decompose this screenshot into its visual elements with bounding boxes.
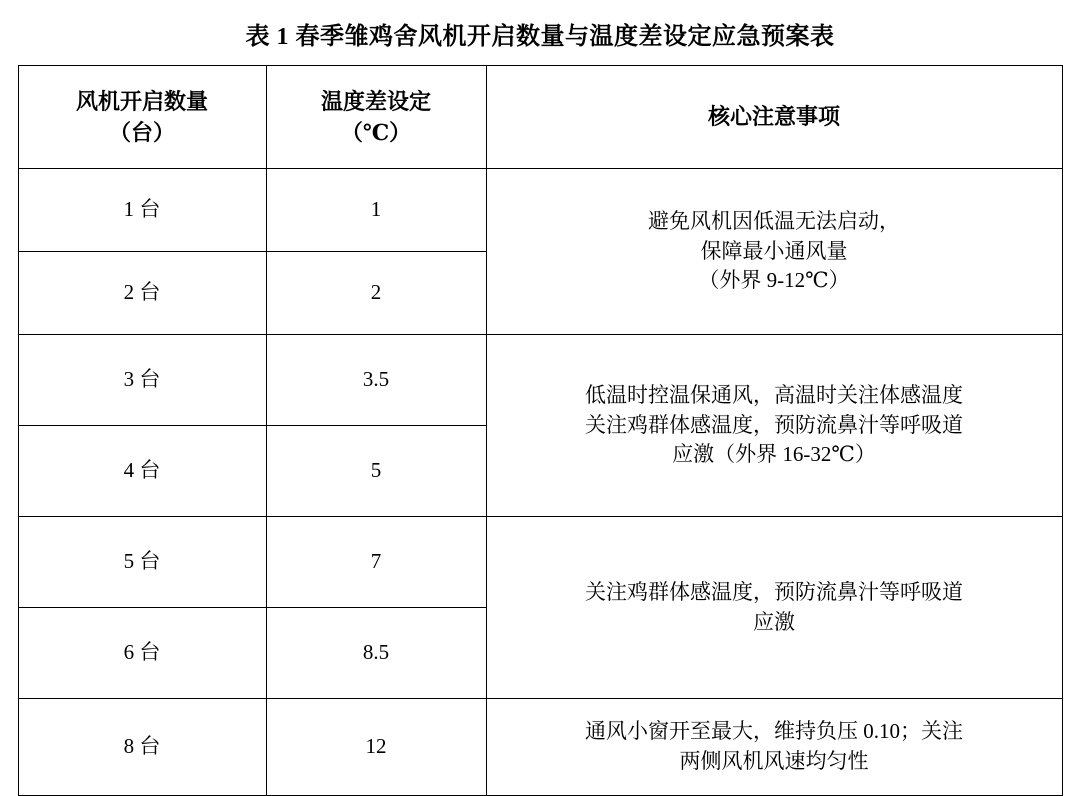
column-header-fans-line1: 风机开启数量 bbox=[75, 88, 208, 114]
table-row bbox=[18, 169, 1062, 252]
note-line: （外界 9-12℃） bbox=[698, 268, 850, 293]
cell-temp: 8.5 bbox=[266, 608, 486, 699]
cell-temp: 5 bbox=[266, 426, 486, 517]
page-title: 表 1 春季雏鸡舍风机开启数量与温度差设定应急预案表 bbox=[245, 24, 835, 50]
cell-fans: 8 台 bbox=[18, 699, 266, 796]
cell-fans: 2 台 bbox=[18, 252, 266, 335]
cell-fans: 3 台 bbox=[18, 335, 266, 426]
column-header-temp-line1: 温度差设定 bbox=[320, 88, 431, 114]
column-header-fans-line2: （台） bbox=[108, 120, 175, 145]
cell-fans: 4 台 bbox=[18, 426, 266, 517]
cell-fans: 5 台 bbox=[18, 517, 266, 608]
note-line: 避免风机因低温无法启动， bbox=[648, 208, 900, 233]
table-header-row bbox=[18, 66, 1062, 169]
cell-temp: 2 bbox=[266, 252, 486, 335]
note-line: 通风小窗开至最大，维持负压 0.10；关注 bbox=[585, 719, 963, 744]
cell-fans: 1 台 bbox=[18, 169, 266, 252]
note-line: 两侧风机风速均匀性 bbox=[679, 749, 869, 773]
table-row bbox=[18, 699, 1062, 796]
emergency-plan-table bbox=[18, 65, 1063, 796]
note-line: 关注鸡群体感温度，预防流鼻汁等呼吸道 bbox=[585, 412, 963, 437]
note-line: 低温时控温保通风，高温时关注体感温度 bbox=[585, 382, 963, 407]
cell-notes bbox=[486, 335, 1062, 517]
note-line: 保障最小通风量 bbox=[700, 238, 848, 263]
note-line: 应激 bbox=[753, 609, 795, 634]
column-header-temp-line2: （℃） bbox=[340, 120, 412, 145]
cell-temp: 7 bbox=[266, 517, 486, 608]
note-line: 关注鸡群体感温度，预防流鼻汁等呼吸道 bbox=[585, 579, 963, 604]
table-row bbox=[18, 335, 1062, 426]
cell-temp: 3.5 bbox=[266, 335, 486, 426]
cell-temp: 12 bbox=[266, 699, 486, 796]
column-header-notes: 核心注意事项 bbox=[486, 66, 1062, 169]
column-header-fans bbox=[18, 66, 266, 169]
cell-notes bbox=[486, 517, 1062, 699]
note-line: 应激（外界 16-32℃） bbox=[672, 442, 876, 467]
cell-temp: 1 bbox=[266, 169, 486, 252]
cell-notes bbox=[486, 699, 1062, 796]
column-header-temp bbox=[266, 66, 486, 169]
table-row bbox=[18, 517, 1062, 608]
cell-fans: 6 台 bbox=[18, 608, 266, 699]
cell-notes bbox=[486, 169, 1062, 335]
